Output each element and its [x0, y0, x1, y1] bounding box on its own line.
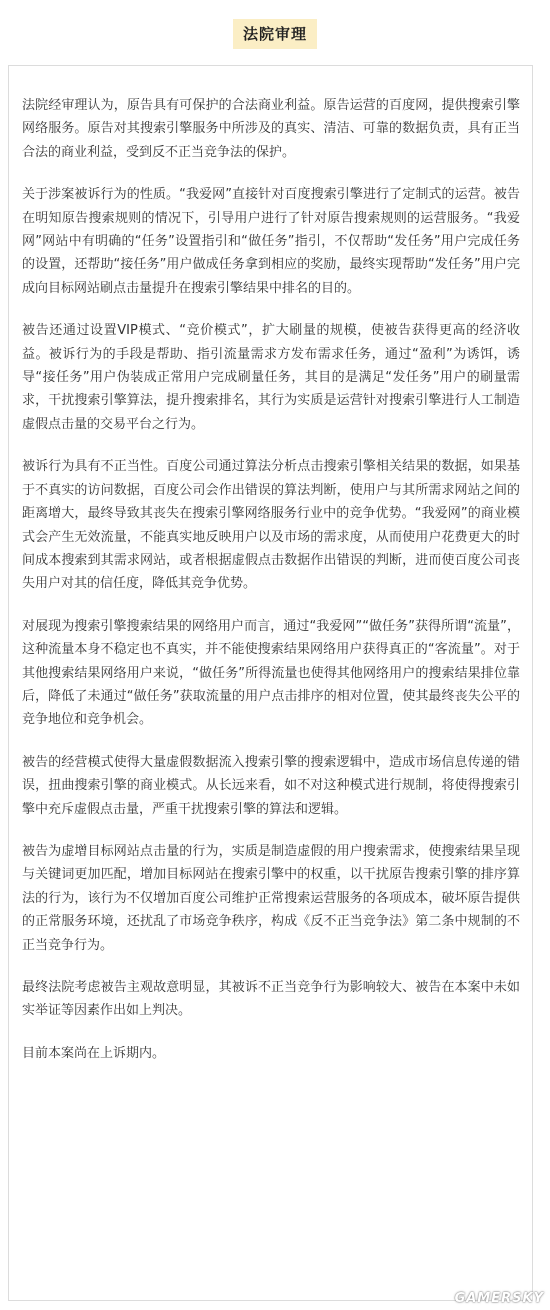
paragraph-8: 最终法院考虑被告主观故意明显，其被诉不正当竞争行为影响较大、被告在本案中未如实举证等因素作出如上判决。: [22, 980, 520, 1019]
article-frame: [8, 65, 533, 1301]
paragraph-5: 对展现为搜索引擎搜索结果的网络用户而言，通过“我爱网”“做任务”获得所谓“流量”，这种流量本身不稳定也不真实，并不能使搜索结果网络用户获得真正的“客流量”。对于其他搜索结果网络用户来说，“做任务”所得流量也使得其他网络用户的搜索结果排位靠后，降低了未通过“做任务”获取流量的用户点击排序的相对位置，使其最终丧失公平的竞争地位和竞争机会。: [22, 618, 520, 728]
watermark-logo: GAMERSKY: [454, 1291, 544, 1306]
paragraph-1: 法院经审理认为，原告具有可保护的合法商业利益。原告运营的百度网，提供搜索引擎网络服务。原告对其搜索引擎服务中所涉及的真实、清洁、可靠的数据负责，具有正当合法的商业利益，受到反不正当竞争法的保护。: [22, 98, 520, 160]
paragraph-9: 目前本案尚在上诉期内。: [22, 1045, 166, 1061]
title-area: [0, 19, 550, 49]
section-title: 法院审理: [233, 19, 317, 49]
paragraph-7: 被告为虚增目标网站点击量的行为，实质是制造虚假的用户搜索需求，使搜索结果呈现与关键词更加匹配，增加目标网站在搜索引擎中的权重，以干扰原告搜索引擎的排序算法的行为，该行为不仅增加百度公司维护正常搜索运营服务的各项成本，破坏原告提供的正常服务环境，还扰乱了市场竞争秩序，构成《反不正当竞争法》第二条中规制的不正当竞争行为。: [22, 843, 520, 953]
paragraph-4: 被诉行为具有不正当性。百度公司通过算法分析点击搜索引擎相关结果的数据，如果基于不真实的访问数据，百度公司会作出错误的算法判断，使用户与其所需求网站之间的距离增大，最终导致其丧失在搜索引擎网络服务行业中的竞争优势。“我爱网”的商业模式会产生无效流量，不能真实地反映用户以及市场的需求度，从而使用户花费更大的时间成本搜索到其需求网站，或者根据虚假点击数据作出错误的判断，进而使百度公司丧失用户对其的信任度，降低其竞争优势。: [22, 459, 520, 592]
paragraph-3: 被告还通过设置VIP模式、“竞价模式”，扩大刷量的规模，使被告获得更高的经济收益。被诉行为的手段是帮助、指引流量需求方发布需求任务，通过“盈利”为诱饵，诱导“接任务”用户伪装成正常用户完成刷量任务，其目的是满足“发任务”用户的刷量需求，干扰搜索引擎算法，提升搜索排名，其行为实质是运营针对搜索引擎进行人工制造虚假点击量的交易平台之行为。: [22, 323, 520, 432]
paragraph-2: 关于涉案被诉行为的性质。“我爱网”直接针对百度搜索引擎进行了定制式的运营。被告在明知原告搜索规则的情况下，引导用户进行了针对原告搜索规则的运营服务。“我爱网”网站中有明确的“任务”设置指引和“做任务”指引，不仅帮助“发任务”用户完成任务的设置，还帮助“接任务”用户做成任务拿到相应的奖励，最终实现帮助“发任务”用户完成向目标网站刷点击量提升在搜索引擎结果中排名的目的。: [22, 187, 520, 296]
paragraph-6: 被告的经营模式使得大量虚假数据流入搜索引擎的搜索逻辑中，造成市场信息传递的错误，扭曲搜索引擎的商业模式。从长远来看，如不对这种模式进行规制，将使得搜索引擎中充斥虚假点击量，严重干扰搜索引擎的算法和逻辑。: [22, 754, 520, 817]
